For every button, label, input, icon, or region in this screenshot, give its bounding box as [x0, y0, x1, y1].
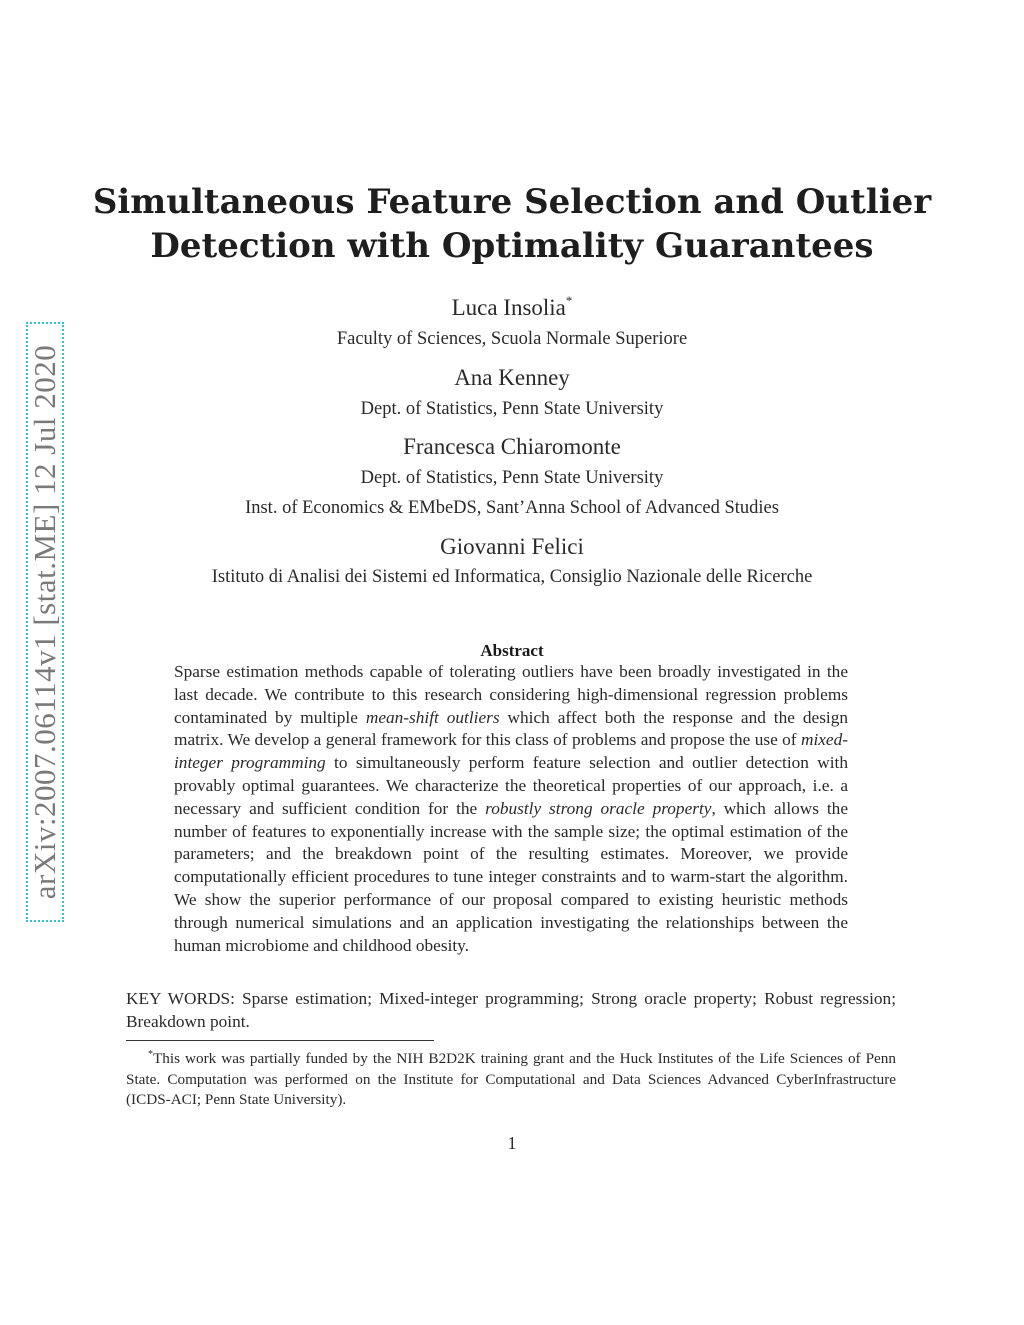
footnote-marker: *: [148, 1049, 153, 1060]
author-affiliation: Dept. of Statistics, Penn State University: [360, 468, 664, 488]
author-name: Luca Insolia*: [451, 293, 573, 320]
title-line-2: Detection with Optimality Guarantees: [150, 226, 874, 266]
author-affiliation: Istituto di Analisi dei Sistemi ed Informatica, Consiglio Nazionale delle Ricerche: [211, 567, 813, 587]
arxiv-id: arXiv:2007.06114v1 [stat.ME] 12 Jul 2020: [27, 344, 63, 900]
author-footnote-marker: *: [565, 293, 573, 308]
abstract-heading: Abstract: [480, 641, 544, 660]
author-name: Ana Kenney: [454, 365, 570, 390]
author-name: Giovanni Felici: [440, 534, 584, 559]
footnote-divider: [126, 1040, 434, 1041]
keywords: KEY WORDS: Sparse estimation; Mixed-integer programming; Strong oracle property; Robust regression; Breakdown point.: [126, 989, 896, 1031]
author-affiliation: Faculty of Sciences, Scuola Normale Superiore: [336, 329, 688, 349]
title-line-1: Simultaneous Feature Selection and Outlier: [92, 182, 932, 222]
page-number: 1: [507, 1133, 517, 1153]
paper-title: [0, 180, 1024, 268]
author-affiliation: Dept. of Statistics, Penn State University: [360, 399, 664, 419]
author-affiliation: Inst. of Economics & EMbeDS, Sant’Anna School of Advanced Studies: [245, 498, 779, 518]
footnote: *This work was partially funded by the NIH B2D2K training grant and the Huck Institutes of the Life Sciences of Penn State. Computation was performed on the Institute for Computational and Data Sciences Advanced CyberInfrastructure (ICDS-ACI; Penn State University).: [126, 1049, 896, 1109]
author-name: Francesca Chiaromonte: [403, 434, 621, 459]
abstract-body: Sparse estimation methods capable of tolerating outliers have been broadly investigated in the last decade. We contribute to this research considering high-dimensional regression problems contaminated by multiple mean-shift outliers which affect both the response and the design matrix. We develop a general framework for this class of problems and propose the use of mixed-integer programming to simultaneously perform feature selection and outlier detection with provably optimal guarantees. We characterize the theoretical properties of our approach, i.e. a necessary and sufficient condition for the robustly strong oracle property, which allows the number of features to exponentially increase with the sample size; the optimal estimation of the parameters; and the breakdown point of the resulting estimates. Moreover, we provide computationally efficient procedures to tune integer constraints and to warm-start the algorithm. We show the superior performance of our proposal compared to existing heuristic methods through numerical simulations and an application investigating the relationships between the human microbiome and childhood obesity.: [174, 662, 848, 955]
